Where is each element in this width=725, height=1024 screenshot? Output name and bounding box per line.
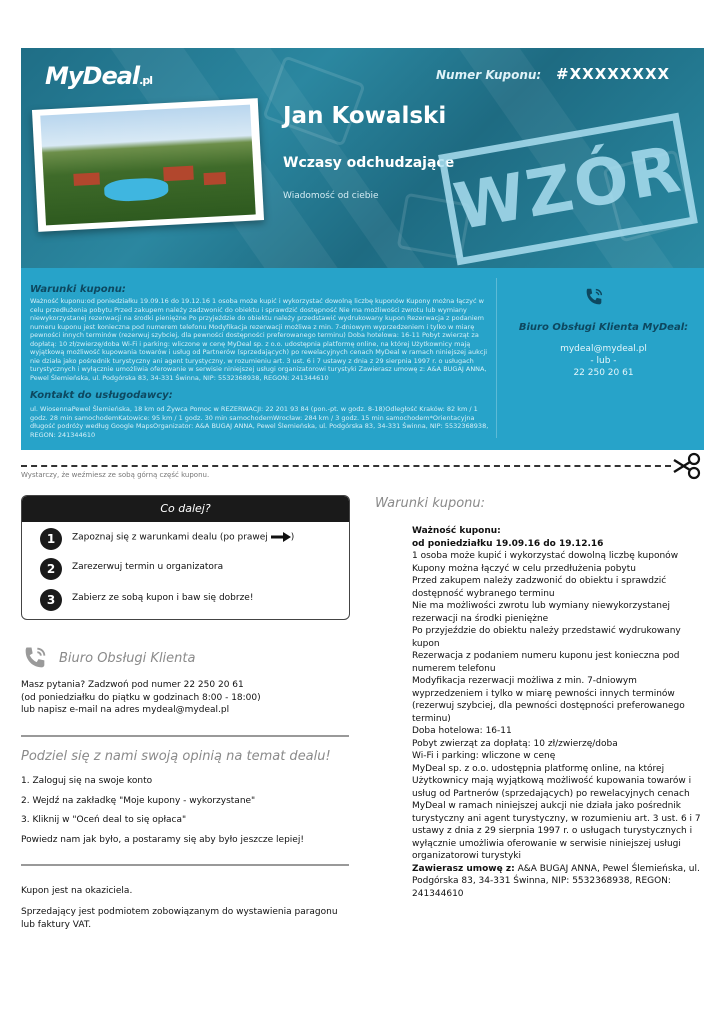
info-terms-heading: Warunki kuponu: bbox=[30, 284, 126, 295]
terms-line: Kupony można łączyć w celu przedłużenia pobytu bbox=[412, 563, 636, 574]
service-or: - lub - bbox=[590, 356, 617, 366]
deal-photo bbox=[32, 98, 264, 232]
terms-contract bbox=[412, 863, 707, 901]
share-step: 3. Kliknij w "Oceń deal to się opłaca" bbox=[21, 815, 187, 825]
arrow-right-icon bbox=[271, 532, 291, 542]
deal-title: Wczasy odchudzające bbox=[283, 155, 455, 171]
service-phone: 22 250 20 61 bbox=[573, 368, 634, 378]
terms-validity-label: Ważność kuponu: bbox=[412, 526, 501, 536]
share-opinion-title: Podziel się z nami swoją opinią na temat dealu! bbox=[21, 749, 331, 764]
phone-icon bbox=[583, 286, 605, 308]
terms-line: Wi-Fi i parking: wliczone w cenę bbox=[412, 751, 556, 761]
cut-note: Wystarczy, że weźmiesz ze sobą górną część kuponu. bbox=[21, 471, 210, 479]
step-number: 1 bbox=[40, 528, 62, 550]
terms-contract-text: A&A BUGAJ ANNA, Pewel Ślemieńska, ul. Podgórska 83, 34-331 Świnna, NIP: 5532368938, REGON: 241344610 bbox=[412, 863, 700, 899]
bearer-note: Kupon jest na okaziciela. bbox=[21, 886, 133, 896]
terms-line: Doba hotelowa: 16-11 bbox=[412, 726, 512, 736]
terms-line: 1 osoba może kupić i wykorzystać dowolną liczbę kuponów bbox=[412, 551, 679, 561]
personal-message: Wiadomość od ciebie bbox=[283, 191, 379, 201]
share-step: 1. Zaloguj się na swoje konto bbox=[21, 776, 153, 786]
service-title: Biuro Obsługi Klienta MyDeal: bbox=[518, 322, 689, 333]
step-number: 2 bbox=[40, 558, 62, 580]
phone-icon bbox=[21, 644, 49, 672]
info-terms-text: Ważność kuponu:od poniedziałku 19.09.16 do 19.12.16 1 osoba może kupić i wykorzystać dowolną liczbę kuponów Kupony można łączyć w celu przedłużenia pobytu Przed zakupem należy zadzwonić do obiektu i sprawdzić dostępność Nie ma możliwości zwrotu lub wymiany niewykorzystanej rezerwacji na środki pieniężne Po przyjeździe do obiektu należy przedstawić wydrukowany kupon Rezerwacja z podaniem numeru kuponu jest konieczna pod numerem telefonu Modyfikacja rezerwacji możliwa z min. 7-dniowym wyprzedzeniem i tylko w miarę pewności innych terminów (rezerwuj szybciej, dla pewności dostępności preferowanego terminu) Doba hotelowa: 16-11 Pobyt zwierząt za dopłatą: 10 zł/zwierzę/doba Wi-Fi i parking: wliczone w cenę MyDeal sp. z o.o. udostępnia platformę online, na której Użytkownicy mają wyjątkową możliwość kupowania towarów i usług od Partnerów (sprzedających) po rewelacyjnych cenach MyDeal w ramach niniejszej aukcji nie działa jako pośrednik turystyczny ani agent turystyczny, w rozumieniu art. 3 ust. 6 i 7 ustawy z dnia z 29 sierpnia 1997 r. o usługach turystycznych i wyłącznie umożliwia oferowanie w serwisie niniejszej usługi organizatorowi turystyki Zawierasz umowę z: A&A BUGAJ ANNA, Pewel Ślemieńska, ul. Podgórska 83, 34-331 Świnna, NIP: 5532368938, REGON: 241344610 bbox=[30, 297, 488, 382]
scissors-icon bbox=[672, 452, 702, 480]
terms-line: Rezerwacja z podaniem numeru kuponu jest konieczna pod numerem telefonu bbox=[412, 651, 680, 674]
service-email[interactable]: mydeal@mydeal.pl bbox=[560, 344, 647, 354]
customer-service-text bbox=[21, 679, 341, 717]
vat-note: Sprzedający jest podmiotem zobowiązanym do wystawienia paragonu lub faktury VAT. bbox=[21, 907, 338, 930]
terms-line: Pobyt zwierząt za dopłatą: 10 zł/zwierzę/doba bbox=[412, 738, 618, 749]
terms-body bbox=[412, 525, 707, 900]
terms-validity-dates: od poniedziałku 19.09.16 do 19.12.16 bbox=[412, 538, 604, 549]
terms-contract-label: Zawierasz umowę z: bbox=[412, 863, 515, 874]
section-divider bbox=[21, 735, 349, 737]
terms-line: MyDeal w ramach niniejszej aukcji nie działa jako pośrednik turystyczny ani agent turystyczny, w rozumieniu art. 3 ust. 6 i 7 ustawy z dnia z 29 sierpnia 1997 r. o usługach turystycznych i wyłącznie umożliwia oferowanie w serwisie niniejszej usługi organizatorowi turystyki bbox=[412, 801, 701, 861]
terms-line: Przed zakupem należy zadzwonić do obiektu i sprawdzić dostępność wybranego terminu bbox=[412, 576, 667, 599]
step-text: Zarezerwuj termin u organizatora bbox=[72, 562, 224, 572]
terms-line: Modyfikacja rezerwacji możliwa z min. 7-dniowym wyprzedzeniem i tylko w miarę pewności innych terminów (rezerwuj szybciej, dla pewności dostępności preferowanego terminu) bbox=[412, 676, 685, 724]
customer-name: Jan Kowalski bbox=[283, 103, 447, 129]
terms-line: Po przyjeździe do obiektu należy przedstawić wydrukowany kupon bbox=[412, 626, 681, 649]
info-contact-text: ul. WiosennaPewel Ślemieńska, 18 km od Żywca Pomoc w REZERWACJI: 22 201 93 84 (pon.-pt. w godz. 8-18)Odległość Kraków: 82 km / 1 godz. 28 min samochodemKatowice: 95 km / 1 godz. 30 min samochodemWrocław: 284 km / 3 godz. 15 min samochodem*Orientacyjna długość podróży według Google MapsOrganizator: A&A BUGAJ ANNA, Pewel Ślemieńska, ul. Podgórska 83, 34-331 Świnna, NIP: 5532368938, REGON: 241344610 bbox=[30, 405, 489, 439]
coupon-banner bbox=[21, 48, 704, 268]
customer-service-line: lub napisz e-mail na adres mydeal@mydeal.pl bbox=[21, 705, 230, 715]
info-contact-heading: Kontakt do usługodawcy: bbox=[30, 390, 173, 401]
coupon-info-bar bbox=[21, 268, 704, 450]
customer-service-title: Biuro Obsługi Klienta bbox=[59, 651, 196, 666]
info-divider bbox=[496, 278, 497, 438]
step-text-suffix: ) bbox=[290, 532, 295, 543]
step-number: 3 bbox=[40, 589, 62, 611]
terms-line: MyDeal sp. z o.o. udostępnia platformę online, na której Użytkownicy mają wyjątkową możliwość kupowania towarów i usług od Partnerów (sprzedających) po rewelacyjnych cenach bbox=[412, 763, 692, 799]
coupon-number: #XXXXXXXX bbox=[556, 65, 671, 83]
cut-line bbox=[21, 465, 671, 467]
customer-service-line: (od poniedziałku do piątku w godzinach 8:00 - 18:00) bbox=[21, 692, 261, 703]
share-step: 2. Wejdź na zakładkę "Moje kupony - wykorzystane" bbox=[21, 796, 256, 806]
resort-image bbox=[40, 105, 255, 226]
terms-line: Nie ma możliwości zwrotu lub wymiany niewykorzystanej rezerwacji na środki pieniężne bbox=[412, 601, 671, 624]
coupon-number-label: Numer Kuponu: bbox=[436, 68, 542, 82]
sample-stamp: WZÓR bbox=[438, 113, 698, 266]
next-steps-title: Co dalej? bbox=[22, 496, 349, 522]
step-text: Zapoznaj się z warunkami dealu (po prawej bbox=[72, 532, 268, 543]
mydeal-logo: MyDeal.pl bbox=[45, 62, 152, 90]
customer-service-line: Masz pytania? Zadzwoń pod numer 22 250 20 61 bbox=[21, 680, 244, 690]
step-text: Zabierz ze sobą kupon i baw się dobrze! bbox=[72, 593, 254, 603]
terms-title: Warunki kuponu: bbox=[375, 496, 486, 511]
section-divider bbox=[21, 864, 349, 866]
next-steps-box bbox=[21, 495, 350, 620]
share-closing: Powiedz nam jak było, a postaramy się aby było jeszcze lepiej! bbox=[21, 835, 304, 845]
